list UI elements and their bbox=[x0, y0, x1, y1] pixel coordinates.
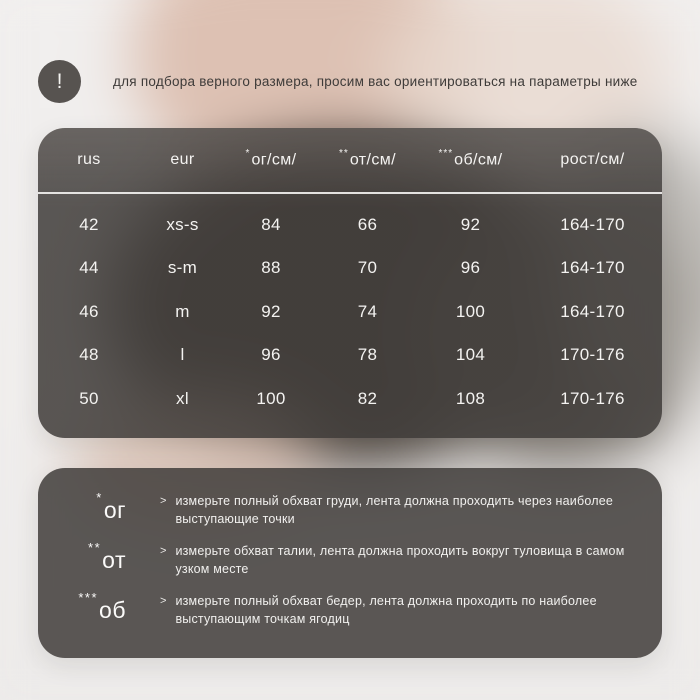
table-cell: 46 bbox=[79, 301, 99, 321]
table-cell: 170-176 bbox=[560, 345, 625, 365]
asterisk-marker: *** bbox=[78, 589, 99, 605]
table-cell: 164-170 bbox=[560, 301, 625, 321]
size-advice-banner bbox=[38, 60, 638, 103]
table-cell: 92 bbox=[460, 214, 481, 234]
arrow-icon: > bbox=[160, 545, 167, 557]
table-row bbox=[38, 247, 662, 291]
table-cell: 88 bbox=[261, 258, 281, 278]
table-cell: 96 bbox=[460, 258, 481, 278]
table-cell: xl bbox=[176, 388, 189, 408]
column-header-отсм bbox=[317, 150, 418, 169]
table-cell: 100 bbox=[455, 301, 486, 321]
measurement-note bbox=[38, 489, 662, 528]
asterisk-marker: ** bbox=[339, 148, 349, 160]
table-cell: 164-170 bbox=[560, 258, 625, 278]
measurement-notes-panel bbox=[38, 468, 662, 658]
note-description-text: измерьте полный обхват бедер, лента должна проходить по наиболее выступающим точкам ягодиц bbox=[175, 594, 597, 626]
column-header-label: ог/см/ bbox=[251, 151, 297, 169]
table-cell: 70 bbox=[357, 258, 378, 278]
column-header-eur bbox=[140, 151, 225, 169]
table-cell: 78 bbox=[357, 345, 378, 365]
asterisk-marker: * bbox=[245, 148, 251, 160]
column-header-label: eur bbox=[170, 151, 195, 168]
table-cell: 66 bbox=[357, 214, 378, 234]
arrow-icon: > bbox=[160, 595, 167, 607]
table-cell: l bbox=[180, 345, 185, 365]
table-row bbox=[38, 377, 662, 421]
note-description bbox=[160, 542, 662, 578]
column-header-label: об/см/ bbox=[454, 151, 503, 169]
note-description-text: измерьте полный обхват груди, лента должна проходить через наиболее выступающие точки bbox=[175, 494, 614, 526]
table-row bbox=[38, 203, 662, 247]
size-advice-text: для подбора верного размера, просим вас ориентироваться на параметры ниже bbox=[113, 74, 638, 89]
exclamation-icon bbox=[38, 60, 81, 103]
table-row bbox=[38, 290, 662, 334]
column-header-rus bbox=[38, 151, 140, 169]
table-cell: 44 bbox=[79, 258, 99, 278]
column-header-label: от/см/ bbox=[349, 151, 396, 169]
table-row bbox=[38, 334, 662, 378]
size-table-panel bbox=[38, 128, 662, 438]
column-header-обсм bbox=[418, 150, 523, 169]
exclamation-glyph: ! bbox=[56, 70, 63, 93]
note-term-об bbox=[38, 589, 126, 624]
table-cell: 84 bbox=[261, 214, 281, 234]
header-divider bbox=[38, 192, 662, 194]
column-header-ростсм bbox=[523, 151, 662, 169]
table-cell: 74 bbox=[357, 301, 378, 321]
table-cell: 96 bbox=[261, 345, 281, 365]
arrow-icon: > bbox=[160, 495, 167, 507]
column-header-label: rus bbox=[77, 151, 101, 168]
table-cell: 108 bbox=[455, 388, 486, 408]
note-term-label: ог bbox=[103, 496, 126, 523]
note-term-label: об bbox=[99, 596, 126, 623]
note-term-ог bbox=[38, 489, 126, 524]
note-term-от bbox=[38, 539, 126, 574]
table-cell: 82 bbox=[357, 388, 378, 408]
table-cell: 42 bbox=[79, 214, 99, 234]
table-cell: xs-s bbox=[166, 214, 199, 234]
note-term-label: от bbox=[102, 546, 126, 573]
note-description bbox=[160, 592, 662, 628]
size-table-body bbox=[38, 194, 662, 421]
table-cell: 100 bbox=[256, 388, 286, 408]
table-cell: m bbox=[175, 301, 190, 321]
size-table-header-row bbox=[38, 128, 662, 192]
asterisk-marker: ** bbox=[88, 539, 102, 555]
table-cell: 170-176 bbox=[560, 388, 625, 408]
table-cell: 104 bbox=[455, 345, 486, 365]
asterisk-marker: * bbox=[96, 489, 103, 505]
measurement-note bbox=[38, 589, 662, 628]
table-cell: s-m bbox=[167, 258, 198, 278]
table-cell: 164-170 bbox=[560, 214, 625, 234]
table-cell: 92 bbox=[261, 301, 281, 321]
table-cell: 48 bbox=[79, 345, 99, 365]
note-description bbox=[160, 492, 662, 528]
asterisk-marker: *** bbox=[438, 148, 454, 160]
note-description-text: измерьте обхват талии, лента должна проходить вокруг туловища в самом узком месте bbox=[175, 544, 625, 576]
measurement-note bbox=[38, 539, 662, 578]
column-header-label: рост/см/ bbox=[560, 151, 625, 168]
table-cell: 50 bbox=[79, 388, 99, 408]
column-header-огсм bbox=[225, 150, 317, 169]
